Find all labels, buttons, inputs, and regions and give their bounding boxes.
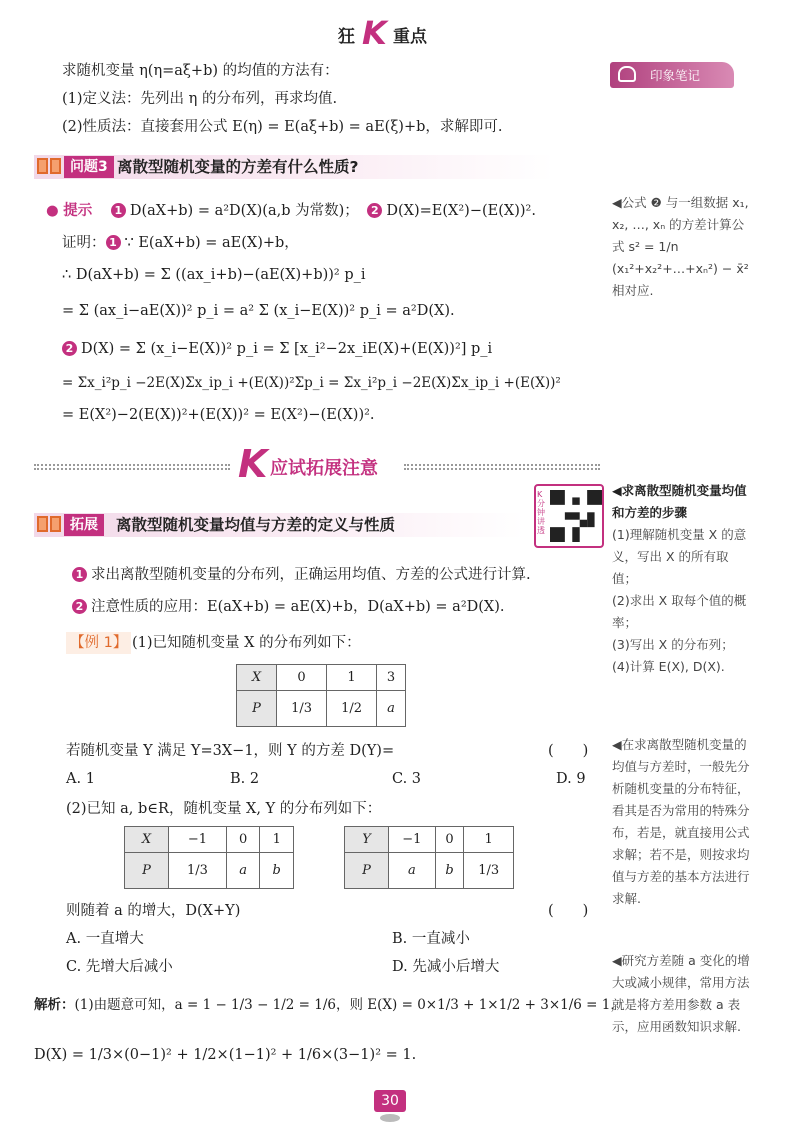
answer-paren-1: ( ) bbox=[548, 743, 589, 759]
proof-line-1 bbox=[62, 232, 299, 254]
book-icon bbox=[36, 514, 62, 534]
step-1: (1)理解随机变量 X 的意义，写出 X 的所有取值； bbox=[612, 527, 747, 586]
ext-point-1-text: 求出离散型随机变量的分布列，正确运用均值、方差的公式进行计算. bbox=[91, 567, 531, 583]
side-note-method: ◀在求离散型随机变量的均值与方差时，一般先分析随机变量的分布特征，看其是否为常用的特殊分布，若是，就直接用公式求解；若不是，则按求均值与方差的基本方法进行求解. bbox=[612, 737, 750, 906]
table-head-x: X bbox=[237, 665, 277, 691]
table-cell: a bbox=[226, 853, 259, 889]
example-label: 【例 1】 bbox=[66, 632, 131, 654]
section-k-logo: K bbox=[238, 442, 268, 486]
leaf-icon bbox=[380, 1114, 400, 1122]
table-row bbox=[345, 827, 514, 853]
solution-label: 解析： bbox=[34, 997, 75, 1013]
example-q2: (2)已知 a, b∈R，随机变量 X, Y 的分布列如下： bbox=[66, 801, 382, 817]
option-2d: D. 先减小后增大 bbox=[392, 959, 500, 975]
header-k-logo: K bbox=[362, 14, 387, 52]
side-note-formula: ◀公式 ❷ 与一组数据 x₁, x₂, …, xₙ 的方差计算公式 s² = 1/n (x₁²+x₂²+…+xₙ²) − x̄² 相对应. bbox=[612, 195, 749, 298]
table-cell: b bbox=[435, 853, 464, 889]
brand-badge bbox=[610, 62, 734, 88]
solution-line-1 bbox=[34, 994, 624, 1016]
dist-table-x2 bbox=[124, 826, 294, 889]
option-1d: D. 9 bbox=[556, 771, 586, 787]
table-cell: a bbox=[389, 853, 436, 889]
table-row bbox=[237, 665, 406, 691]
hint-dot-icon: ● bbox=[46, 203, 59, 219]
hint-label: 提示 bbox=[63, 203, 93, 219]
circle-2-icon: 2 bbox=[72, 599, 87, 614]
solution-text-1: (1)由题意可知，a = 1 − 1/3 − 1/2 = 1/6，则 E(X) = 0×1/3 + 1×1/2 + 3×1/6 = 1， bbox=[74, 997, 624, 1013]
ext-point-1 bbox=[72, 564, 531, 586]
answer-paren-2: ( ) bbox=[548, 903, 589, 919]
book-icon bbox=[36, 156, 62, 176]
table-cell: a bbox=[377, 691, 406, 727]
table-cell: 1 bbox=[327, 665, 377, 691]
circle-1-icon: 1 bbox=[106, 235, 121, 250]
dist-table-y2 bbox=[344, 826, 514, 889]
section-banner bbox=[238, 442, 398, 486]
proof-line-2: ∴ D(aX+b) = Σ ((ax_i+b)−(aE(X)+b))² p_i bbox=[62, 267, 366, 283]
intro-line-2: (1)定义法：先列出 η 的分布列，再求均值. bbox=[62, 91, 338, 107]
hint-formula-1: D(aX+b) = a²D(X)(a,b 为常数)； bbox=[129, 203, 359, 219]
section-divider-left bbox=[34, 464, 230, 470]
intro-line-1: 求随机变量 η(η=aξ+b) 的均值的方法有： bbox=[62, 63, 339, 79]
page-number: 30 bbox=[374, 1090, 406, 1112]
ext-tag: 拓展 bbox=[64, 514, 104, 536]
table-head-x: X bbox=[125, 827, 169, 853]
circle-1-icon: 1 bbox=[72, 567, 87, 582]
example-q2b: 则随着 a 的增大，D(X+Y) bbox=[66, 903, 241, 919]
proof-line-4 bbox=[62, 338, 492, 360]
q3-tag: 问题3 bbox=[64, 156, 114, 178]
table-row bbox=[345, 853, 514, 889]
solution-line-2: D(X) = 1/3×(0−1)² + 1/2×(1−1)² + 1/6×(3−1)² = 1. bbox=[34, 1047, 417, 1063]
proof-label: 证明： bbox=[62, 235, 106, 251]
step-3: (3)写出 X 的分布列； bbox=[612, 637, 734, 652]
option-1b: B. 2 bbox=[230, 771, 260, 787]
qr-code[interactable] bbox=[534, 484, 604, 548]
brand-badge-text: 印象笔记 bbox=[650, 68, 701, 83]
proof-line-5: = Σx_i²p_i −2E(X)Σx_ip_i +(E(X))²Σp_i = Σx_i²p_i −2E(X)Σx_ip_i +(E(X))² bbox=[62, 375, 561, 391]
hint-formula-2: D(X)=E(X²)−(E(X))². bbox=[386, 203, 536, 219]
table-cell: 1/3 bbox=[169, 853, 227, 889]
steps-title: ◀求离散型随机变量均值和方差的步骤 bbox=[612, 483, 747, 520]
side-note-steps bbox=[612, 480, 750, 678]
table-row bbox=[237, 691, 406, 727]
circle-2-icon: 2 bbox=[62, 341, 77, 356]
table-cell: 1 bbox=[260, 827, 294, 853]
table-cell: 1/2 bbox=[327, 691, 377, 727]
table-head-p: P bbox=[237, 691, 277, 727]
qr-code-icon bbox=[550, 490, 602, 542]
table-row bbox=[125, 853, 294, 889]
option-2c: C. 先增大后减小 bbox=[66, 959, 173, 975]
dist-table-x1 bbox=[236, 664, 406, 727]
table-head-p: P bbox=[345, 853, 389, 889]
table-cell: 3 bbox=[377, 665, 406, 691]
proof-line-3: = Σ (ax_i−aE(X))² p_i = a² Σ (x_i−E(X))² p_i = a²D(X). bbox=[62, 303, 455, 319]
table-cell: 1/3 bbox=[277, 691, 327, 727]
option-1c: C. 3 bbox=[392, 771, 422, 787]
circle-1-icon: 1 bbox=[111, 203, 126, 218]
section-title: 应试拓展注意 bbox=[270, 458, 378, 479]
table-cell: 1/3 bbox=[464, 853, 514, 889]
table-head-y: Y bbox=[345, 827, 389, 853]
intro-line-3: (2)性质法：直接套用公式 E(η) = E(aξ+b) = aE(ξ)+b，求解即可. bbox=[62, 119, 503, 135]
step-2: (2)求出 X 取每个值的概率； bbox=[612, 593, 747, 630]
example-q1: (1)已知随机变量 X 的分布列如下： bbox=[132, 635, 361, 651]
page-header bbox=[338, 14, 468, 52]
table-cell: 0 bbox=[277, 665, 327, 691]
proof-text-4: D(X) = Σ (x_i−E(X))² p_i = Σ [x_i²−2x_iE(X)+(E(X))²] p_i bbox=[81, 341, 493, 357]
table-cell: b bbox=[260, 853, 294, 889]
table-cell: −1 bbox=[389, 827, 436, 853]
step-4: (4)计算 E(X), D(X). bbox=[612, 659, 725, 674]
hint-row bbox=[46, 200, 536, 222]
elephant-icon bbox=[618, 66, 636, 82]
q3-title: 离散型随机变量的方差有什么性质? bbox=[117, 158, 359, 176]
circle-2-icon: 2 bbox=[367, 203, 382, 218]
header-pre: 狂 bbox=[338, 27, 355, 47]
table-row bbox=[125, 827, 294, 853]
table-cell: 0 bbox=[435, 827, 464, 853]
example-q1b: 若随机变量 Y 满足 Y=3X−1，则 Y 的方差 D(Y)= bbox=[66, 743, 395, 759]
qr-caption: K分钟讲透 bbox=[537, 490, 545, 535]
table-cell: −1 bbox=[169, 827, 227, 853]
ext-title: 离散型随机变量均值与方差的定义与性质 bbox=[116, 516, 396, 534]
option-1a: A. 1 bbox=[66, 771, 95, 787]
ext-point-2 bbox=[72, 596, 505, 618]
ext-point-2-text: 注意性质的应用：E(aX+b) = aE(X)+b，D(aX+b) = a²D(X). bbox=[91, 599, 505, 615]
header-post: 重点 bbox=[393, 27, 427, 47]
side-note-variance: ◀研究方差随 a 变化的增大或减小规律，常用方法就是将方差用参数 a 表示，应用函数知识求解. bbox=[612, 953, 750, 1034]
table-cell: 1 bbox=[464, 827, 514, 853]
table-cell: 0 bbox=[226, 827, 259, 853]
proof-text-1: ∵ E(aX+b) = aE(X)+b， bbox=[124, 235, 299, 251]
table-head-p: P bbox=[125, 853, 169, 889]
option-2b: B. 一直减小 bbox=[392, 931, 470, 947]
proof-line-6: = E(X²)−2(E(X))²+(E(X))² = E(X²)−(E(X))². bbox=[62, 407, 375, 423]
section-divider-right bbox=[404, 464, 600, 470]
option-2a: A. 一直增大 bbox=[66, 931, 144, 947]
